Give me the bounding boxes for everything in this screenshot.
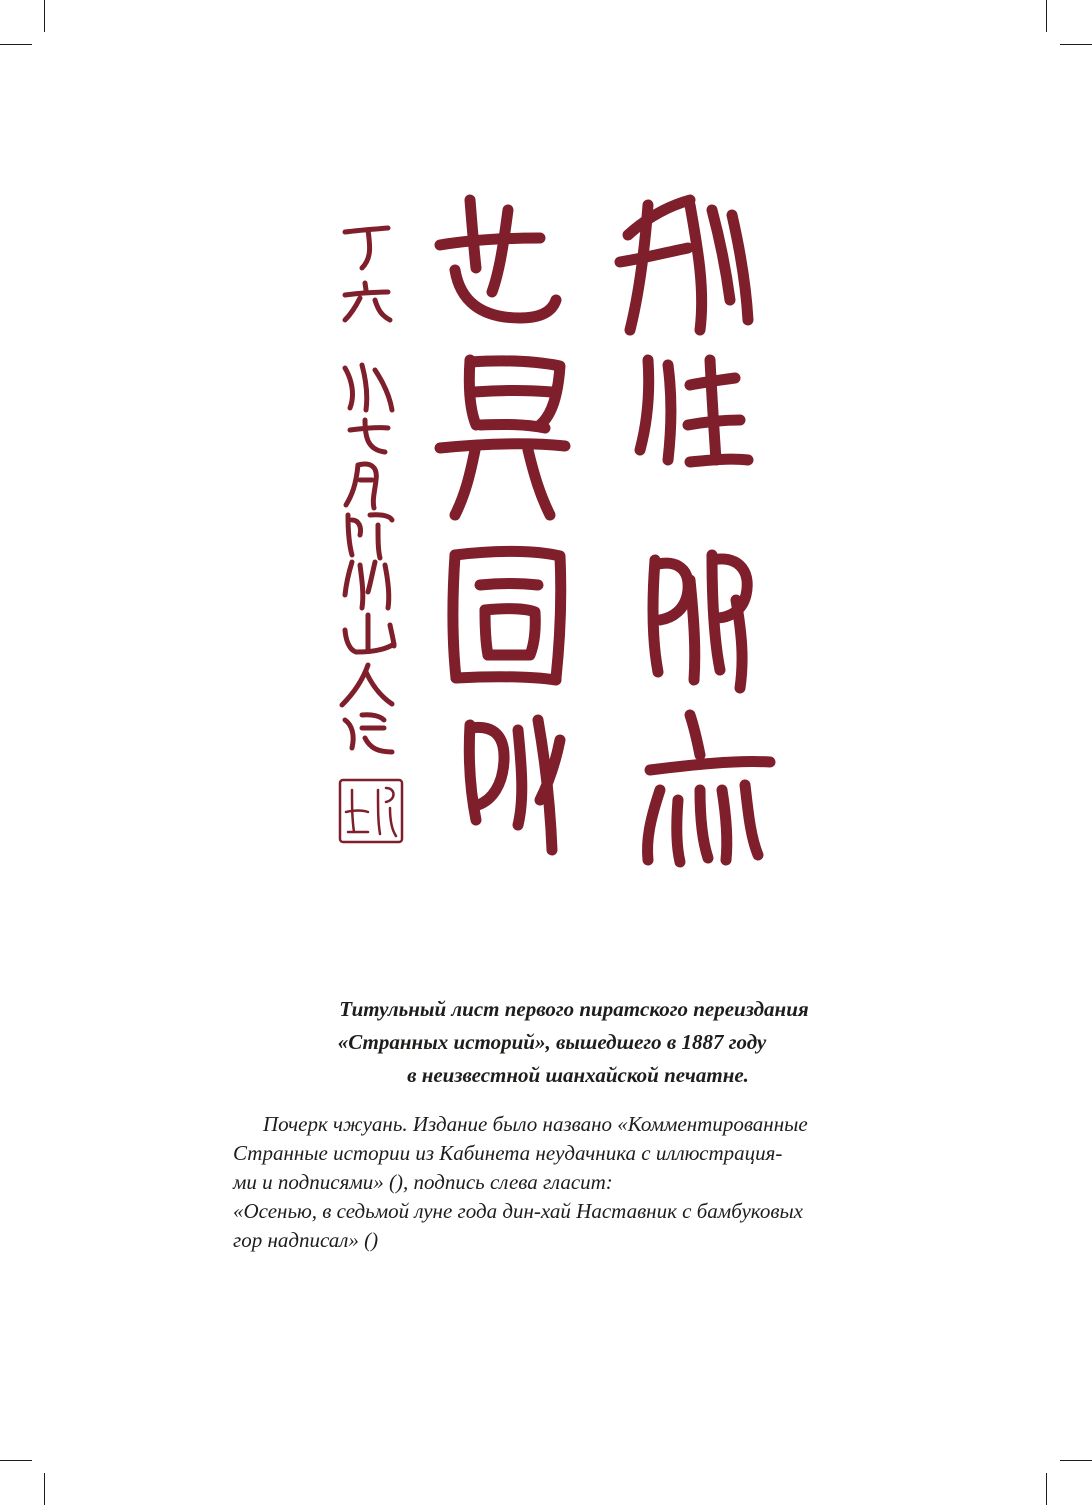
calligraphy-left-column [440,200,565,850]
description-line: «Осенью, в седьмой луне года дин-хай Наставник с бамбуковых [233,1199,803,1223]
crop-mark-bottom-left-vertical [44,1473,45,1505]
description-line: ми и подписями» (), подпись слева гласит: [233,1170,613,1194]
caption-line: «Странных историй», вышедшего в 1887 году [337,1030,767,1054]
crop-mark-top-right-horizontal [1060,44,1092,45]
caption-line: Титульный лист первого пиратского переиздания [339,997,809,1021]
description-line: гор надписал» () [233,1228,379,1252]
description-line: Странные истории из Кабинета неудачника с иллюстрация- [233,1141,783,1165]
crop-mark-top-left-horizontal [0,44,32,45]
crop-mark-top-right-vertical [1046,0,1047,32]
crop-mark-bottom-right-horizontal [1060,1460,1092,1461]
description-line: Почерк чжуань. Издание было названо «Комментированные [263,1112,808,1136]
calligraphy-seal [340,780,402,842]
calligraphy-signature [342,228,394,752]
caption-line: в неизвестной шанхайской печатне. [407,1063,749,1087]
crop-mark-top-left-vertical [44,0,45,32]
calligraphy-right-column [620,200,770,862]
crop-mark-bottom-left-horizontal [0,1460,32,1461]
figure-caption [230,993,910,1092]
description-paragraph [233,1110,893,1255]
crop-mark-bottom-right-vertical [1046,1473,1047,1505]
